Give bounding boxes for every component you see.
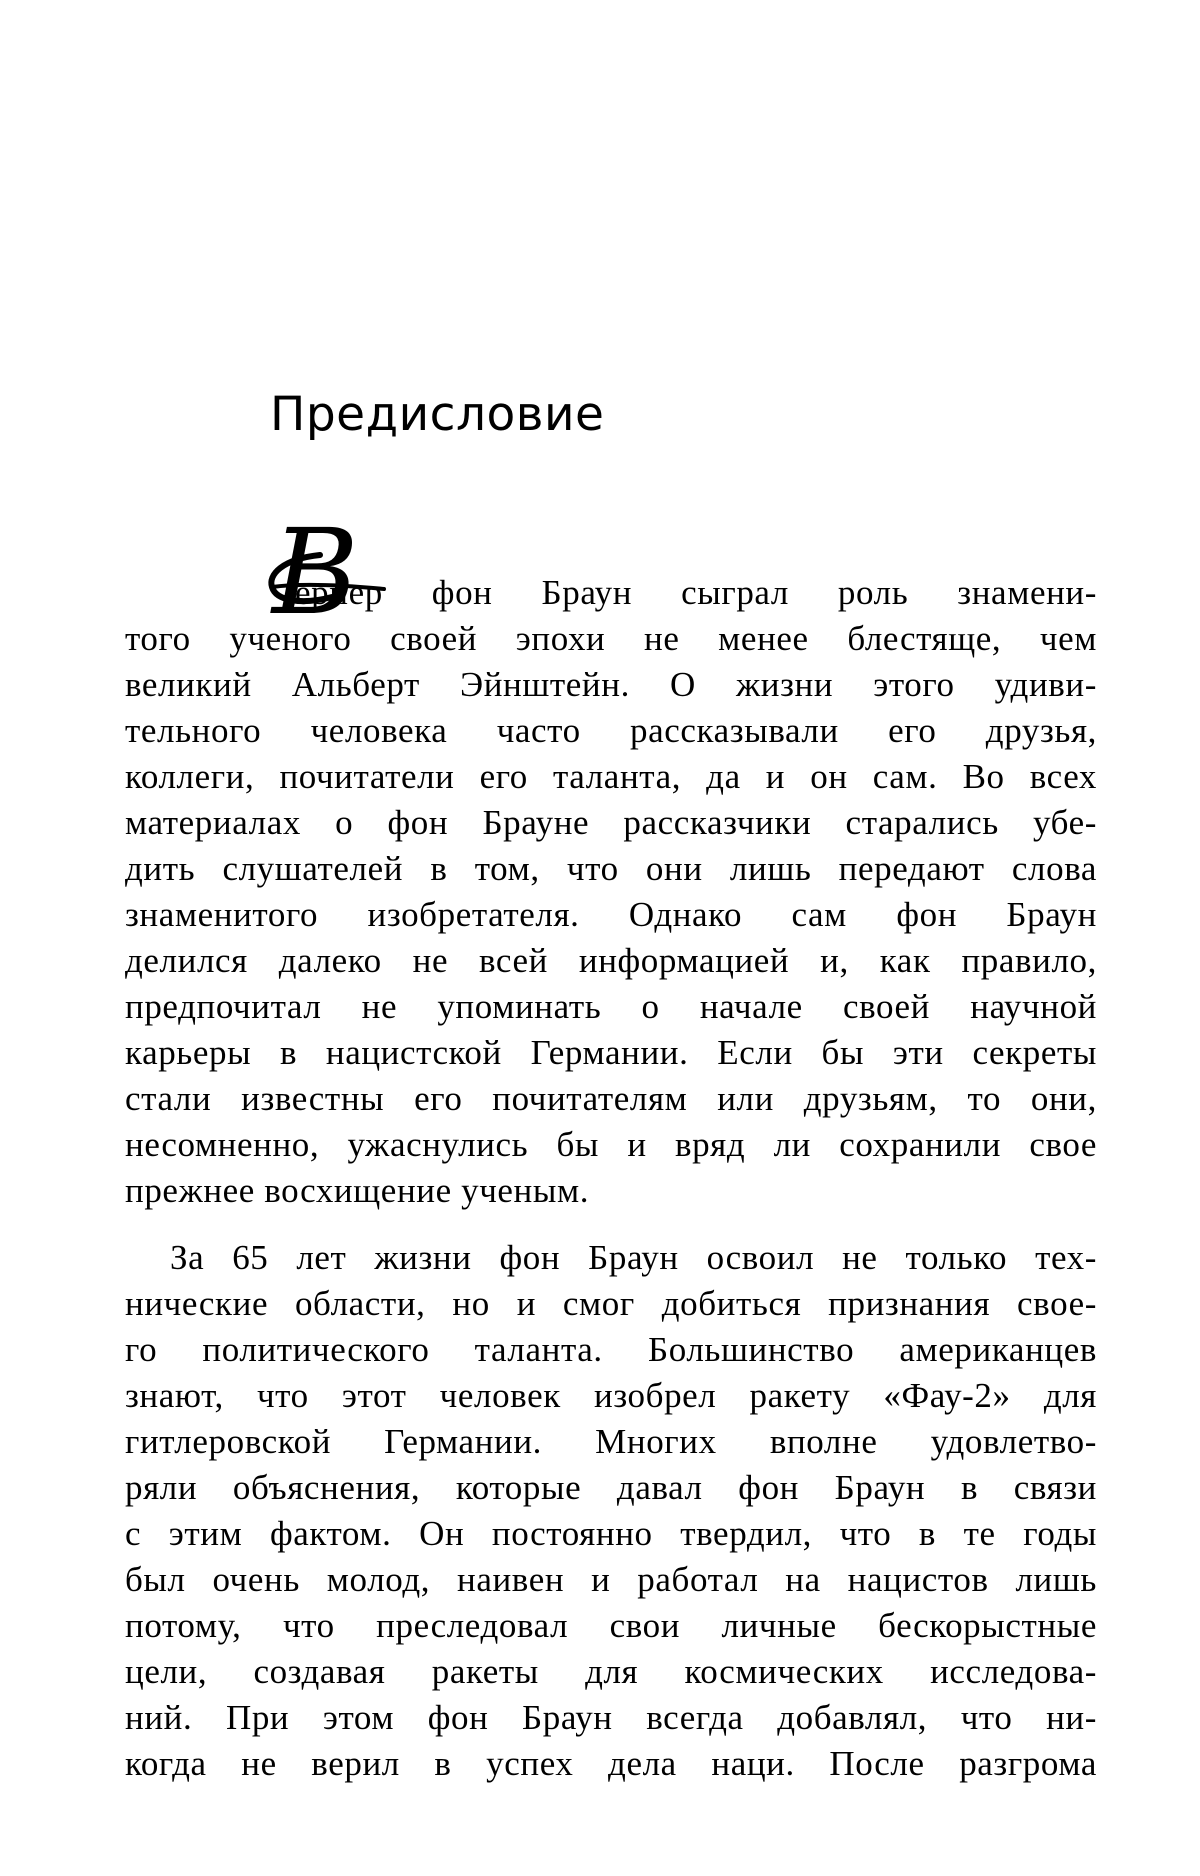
chapter-heading: Предисловие: [270, 387, 605, 442]
text-line: нические области, но и смог добиться признания свое-: [125, 1284, 1097, 1323]
text-line: За 65 лет жизни фон Браун освоил не только тех-: [170, 1238, 1097, 1277]
text-line: был очень молод, наивен и работал на нацистов лишь: [125, 1560, 1097, 1599]
text-line: коллеги, почитатели его таланта, да и он сам. Во всех: [125, 757, 1097, 796]
text-line: дить слушателей в том, что они лишь передают слова: [125, 849, 1097, 888]
drop-cap-letter: В: [272, 503, 359, 641]
text-line: стали известны его почитателям или друзьям, то они,: [125, 1079, 1097, 1118]
text-line: великий Альберт Эйнштейн. О жизни этого удиви-: [125, 665, 1097, 704]
text-line: когда не верил в успех дела наци. После разгрома: [125, 1744, 1097, 1783]
text-line: прежнее восхищение ученым.: [125, 1171, 590, 1210]
text-line: цели, создавая ракеты для космических исследова-: [125, 1652, 1097, 1691]
paragraph-1: [125, 570, 1097, 1214]
text-line: го политического таланта. Большинство американцев: [125, 1330, 1097, 1369]
text-line: знаменитого изобретателя. Однако сам фон Браун: [125, 895, 1097, 934]
text-line: предпочитал не упоминать о начале своей научной: [125, 987, 1097, 1026]
text-line: ний. При этом фон Браун всегда добавлял, что ни-: [125, 1698, 1097, 1737]
text-line: несомненно, ужаснулись бы и вряд ли сохранили свое: [125, 1125, 1097, 1164]
text-line: гитлеровской Германии. Многих вполне удовлетво-: [125, 1422, 1097, 1461]
text-line: знают, что этот человек изобрел ракету «Фау-2» для: [125, 1376, 1097, 1415]
text-line: того ученого своей эпохи не менее блестяще, чем: [125, 619, 1097, 658]
text-line: ряли объяснения, которые давал фон Браун в связи: [125, 1468, 1097, 1507]
text-line: делился далеко не всей информацией и, как правило,: [125, 941, 1097, 980]
text-line: потому, что преследовал свои личные бескорыстные: [125, 1606, 1097, 1645]
text-line: ернер фон Браун сыграл роль знамени-: [295, 573, 1097, 612]
text-line: карьеры в нацистской Германии. Если бы эти секреты: [125, 1033, 1097, 1072]
text-line: с этим фактом. Он постоянно твердил, что в те годы: [125, 1514, 1097, 1553]
paragraph-2: [125, 1235, 1097, 1787]
text-line: материалах о фон Брауне рассказчики старались убе-: [125, 803, 1097, 842]
text-line: тельного человека часто рассказывали его друзья,: [125, 711, 1097, 750]
